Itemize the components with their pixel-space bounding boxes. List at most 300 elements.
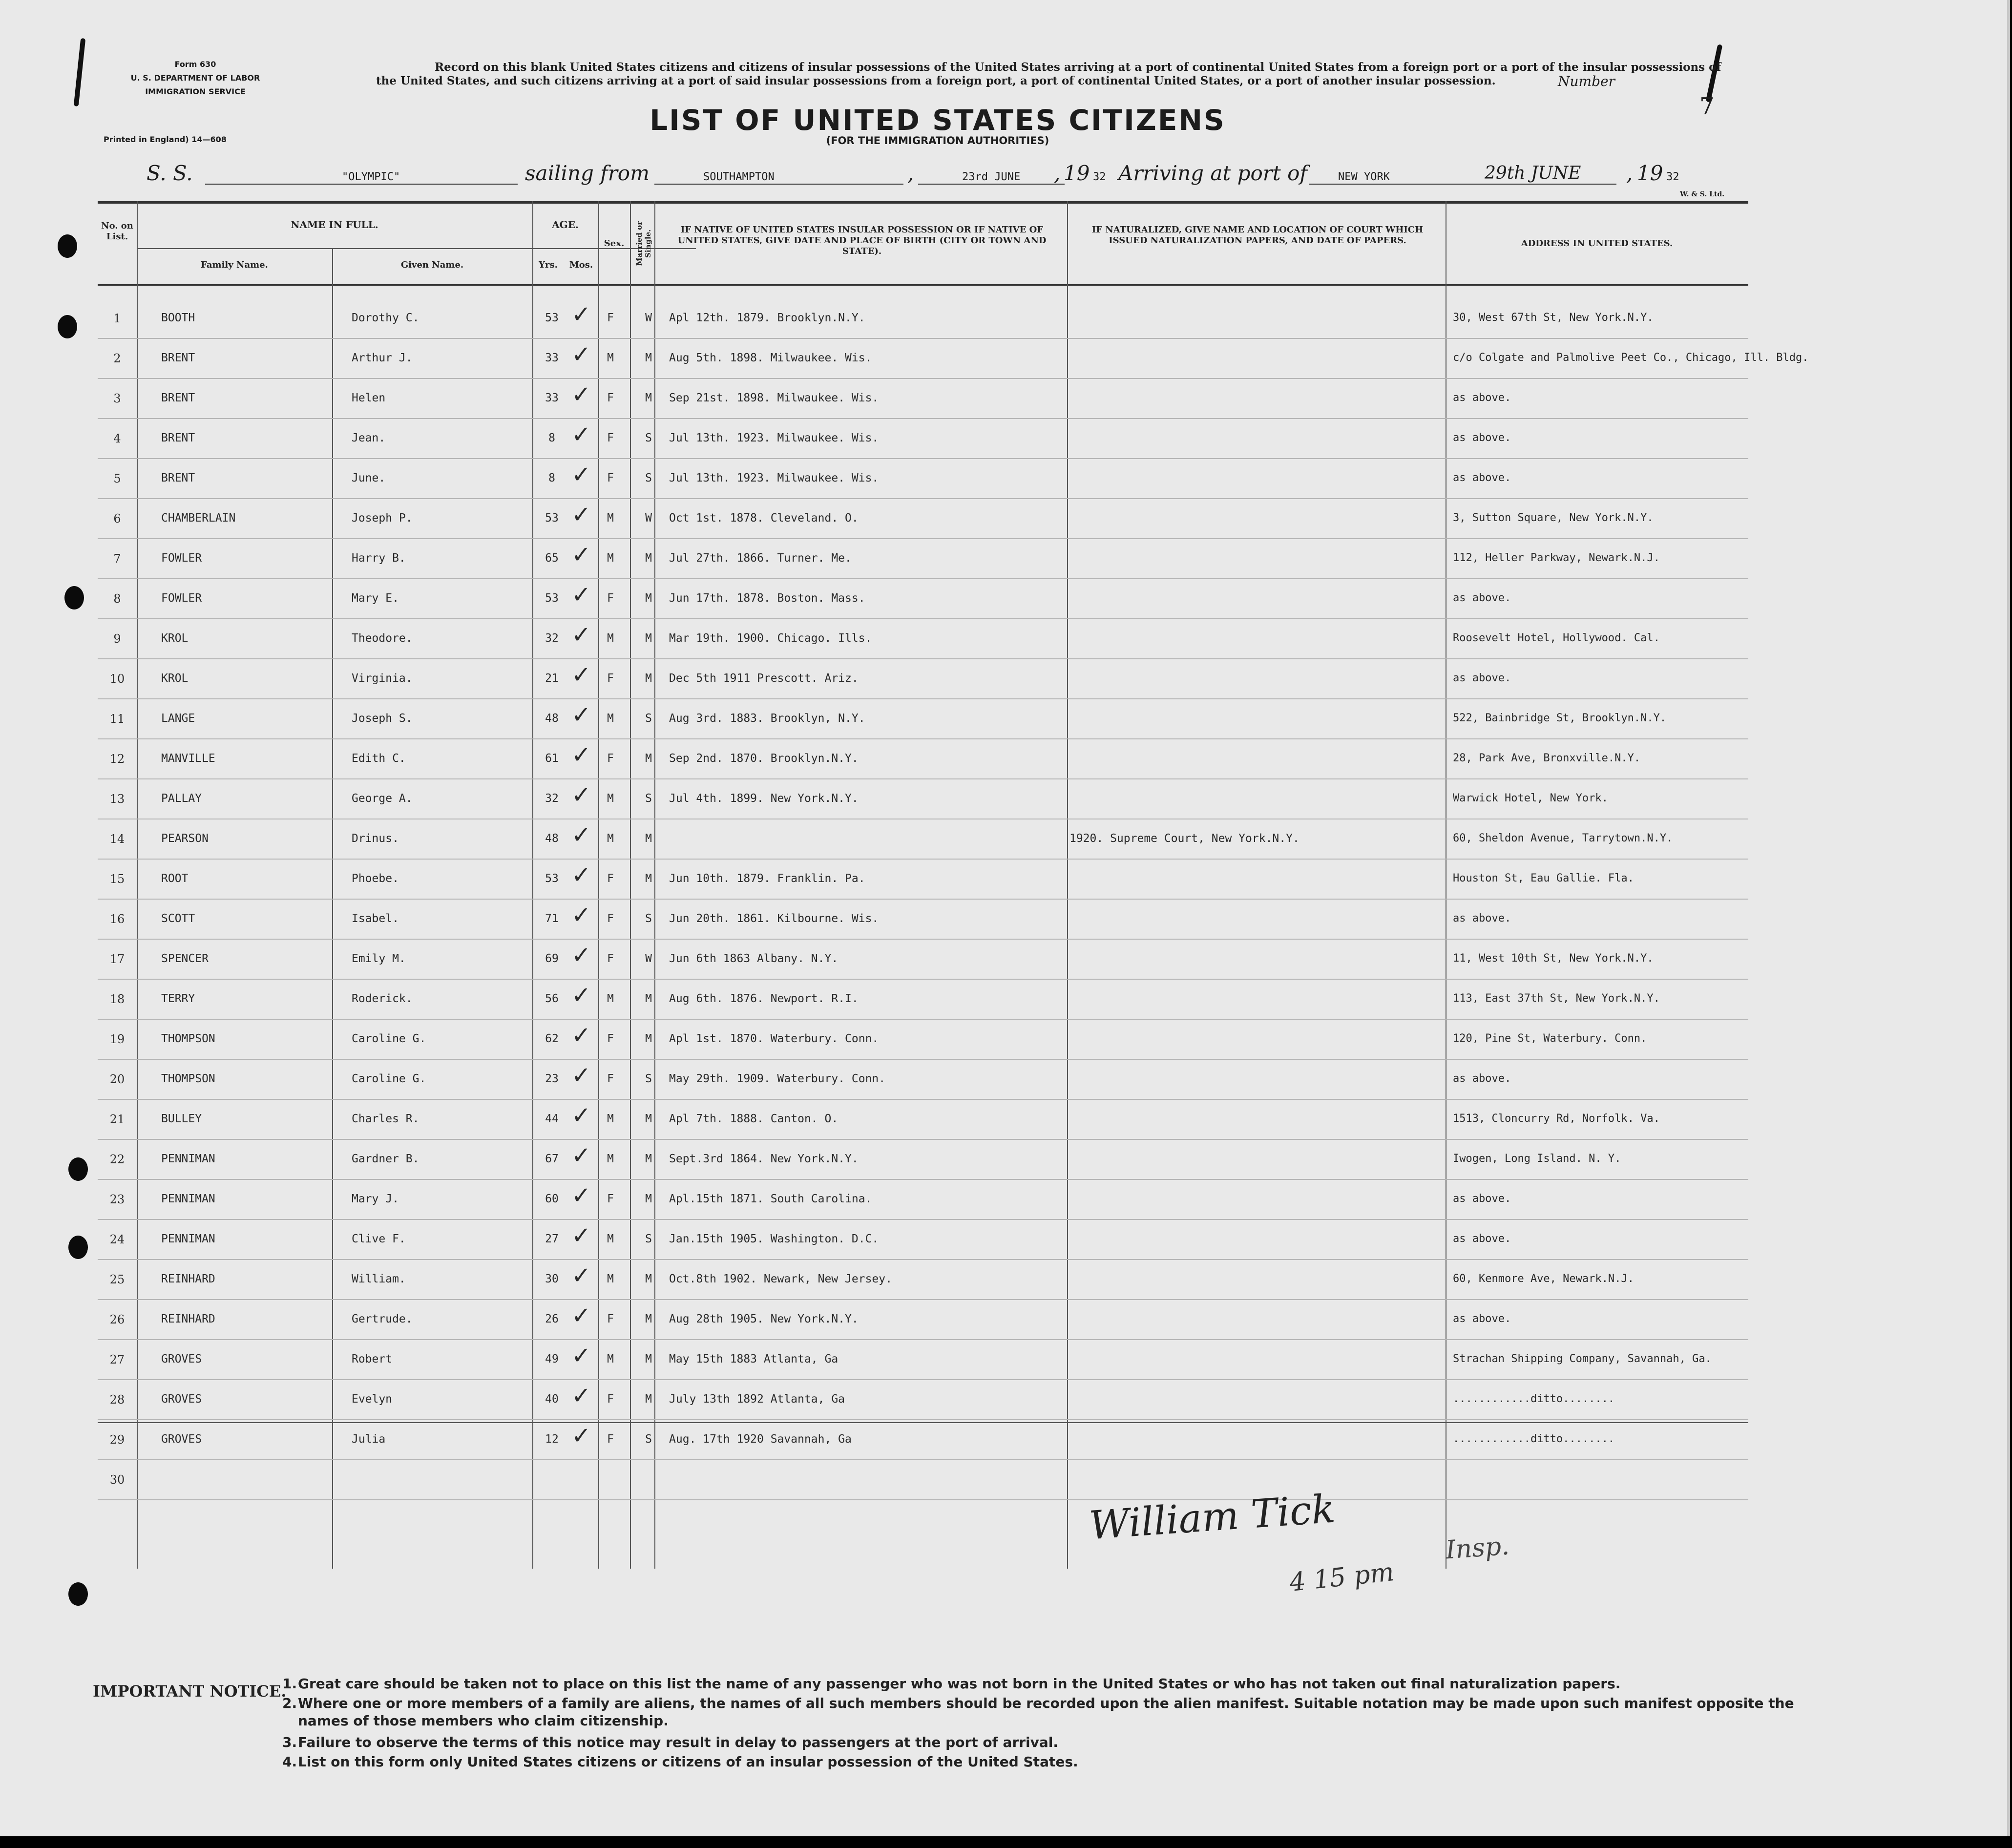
col-header-months: Mos. [569,260,593,270]
sex: M [607,552,614,565]
fill-line [205,184,518,185]
marital-status: M [645,1313,652,1325]
marital-status: M [645,872,652,885]
us-address: as above. [1453,1193,1511,1205]
sex: F [607,1193,614,1205]
sex: M [607,712,614,725]
sex: F [607,592,614,605]
given-name: Isabel. [352,912,399,925]
col-header-age: AGE. [552,219,579,231]
list-number: 7 [1699,93,1715,120]
check-mark-icon: ✓ [571,621,591,649]
sex: M [607,632,614,645]
arrival-port: NEW YORK [1338,171,1390,183]
marital-status: S [645,1233,652,1245]
family-name: PENNIMAN [161,1153,215,1165]
notice-item-text: List on this form only United States citizens or citizens of an insular possession of the United States. [298,1754,1078,1770]
check-mark-icon: ✓ [571,1022,591,1049]
sex: F [607,1393,614,1406]
row-number: 24 [109,1233,125,1246]
table-row [98,419,1748,459]
age-years: 44 [545,1113,559,1125]
row-number: 13 [109,792,125,806]
row-number: 30 [109,1473,125,1487]
family-name: ROOT [161,872,189,885]
row-number: 19 [109,1032,125,1046]
age-years: 12 [545,1433,559,1446]
family-name: BRENT [161,432,195,444]
check-mark-icon: ✓ [571,781,591,809]
us-address: Houston St, Eau Gallie. Fla. [1453,872,1634,884]
sex: M [607,832,614,845]
row-number: 6 [113,512,121,525]
family-name: MANVILLE [161,752,215,765]
us-address: Iwogen, Long Island. N. Y. [1453,1153,1621,1165]
check-mark-icon: ✓ [571,581,591,609]
comma-separator: , [907,161,914,185]
age-years: 53 [545,872,559,885]
fill-line [1309,184,1616,185]
check-mark-icon: ✓ [571,341,591,368]
family-name: FOWLER [161,552,202,565]
table-row [98,659,1748,699]
us-address: c/o Colgate and Palmolive Peet Co., Chicago, Ill. Bldg. [1453,352,1809,364]
birth-date-place: Aug 6th. 1876. Newport. R.I. [669,992,859,1005]
pen-stroke-mark [74,38,86,106]
row-number: 14 [109,832,125,846]
table-row [98,860,1748,900]
age-years: 33 [545,352,559,364]
us-address: 11, West 10th St, New York.N.Y. [1453,952,1654,965]
marital-status: W [645,512,652,525]
table-row [98,299,1748,339]
family-name: THOMPSON [161,1072,215,1085]
us-address: ............ditto........ [1453,1433,1615,1445]
age-years: 53 [545,592,559,605]
given-name: Mary E. [352,592,399,605]
inspector-signature: William Tick [1088,1486,1337,1549]
marital-status: M [645,392,652,404]
marital-status: M [645,752,652,765]
row-number: 15 [109,872,125,886]
sex: M [607,1273,614,1285]
table-row [98,459,1748,499]
table-row [98,1300,1748,1340]
inspector-note: Insp. [1445,1531,1510,1565]
sex: F [607,952,614,965]
age-years: 67 [545,1153,559,1165]
sex: F [607,1433,614,1446]
us-address: as above. [1453,432,1511,444]
birth-date-place: Apl 1st. 1870. Waterbury. Conn. [669,1032,879,1045]
marital-status: M [645,992,652,1005]
family-name: REINHARD [161,1313,215,1325]
sex: F [607,872,614,885]
table-row [98,1140,1748,1180]
check-mark-icon: ✓ [571,501,591,528]
service-name: IMMIGRATION SERVICE [145,87,246,96]
birth-date-place: Jul 27th. 1866. Turner. Me. [669,552,852,565]
check-mark-icon: ✓ [571,701,591,729]
marital-status: M [645,1393,652,1406]
check-mark-icon: ✓ [571,902,591,929]
check-mark-icon: ✓ [571,1422,591,1449]
notice-item-text: Failure to observe the terms of this notice may result in delay to passengers at the port of arrival. [298,1734,1059,1750]
ship-name: "OLYMPIC" [342,171,400,183]
row-number: 18 [109,992,125,1006]
given-name: Dorothy C. [352,312,419,324]
age-years: 62 [545,1032,559,1045]
naturalization: 1920. Supreme Court, New York.N.Y. [1069,832,1299,845]
family-name: THOMPSON [161,1032,215,1045]
printed-note: Printed in England) 14—608 [104,135,227,144]
row-number: 7 [113,552,121,566]
us-address: Roosevelt Hotel, Hollywood. Cal. [1453,632,1660,644]
col-header-name-in-full: NAME IN FULL. [291,219,378,231]
arriving-label: Arriving at port of [1118,161,1307,185]
arrival-year: 32 [1666,171,1679,183]
sex: M [607,992,614,1005]
given-name: Julia [352,1433,386,1446]
marital-status: S [645,432,652,444]
age-years: 33 [545,392,559,404]
table-row [98,779,1748,819]
table-row [98,1260,1748,1300]
sex: M [607,1153,614,1165]
age-years: 23 [545,1072,559,1085]
row-number: 3 [113,392,121,405]
sailing-label: sailing from [525,161,650,185]
us-address: 522, Bainbridge St, Brooklyn.N.Y. [1453,712,1667,724]
birth-date-place: Jun 10th. 1879. Franklin. Pa. [669,872,865,885]
us-address: 60, Kenmore Ave, Newark.N.J. [1453,1273,1634,1285]
given-name: Arthur J. [352,352,413,364]
us-address: as above. [1453,472,1511,484]
fill-line [918,184,1065,185]
check-mark-icon: ✓ [571,861,591,889]
sex: M [607,352,614,364]
notice-heading: IMPORTANT NOTICE. [93,1682,287,1701]
check-mark-icon: ✓ [571,381,591,408]
given-name: Helen [352,392,386,404]
given-name: Roderick. [352,992,413,1005]
check-mark-icon: ✓ [571,1142,591,1169]
given-name: Evelyn [352,1393,393,1406]
number-label: Number [1558,73,1615,89]
table-row [98,980,1748,1020]
sailing-year-prefix: 19 [1064,161,1090,185]
table-row [98,1380,1748,1420]
marital-status: M [645,1273,652,1285]
header-bottom-rule [98,284,1748,286]
marital-status: M [645,1032,652,1045]
birth-date-place: Sep 21st. 1898. Milwaukee. Wis. [669,392,879,404]
given-name: William. [352,1273,406,1285]
instructions-text: Record on this blank United States citizens and citizens of insular possessions of the United States arriving at a port of continental United States from a foreign port or a port of the insular possessions of the United States, and such citizens arriving at a port of said insular possessions from a foreign port, a port of continental United States, or a port of another insular possession. [376,61,1721,87]
birth-date-place: Mar 19th. 1900. Chicago. Ills. [669,632,872,645]
given-name: Robert [352,1353,393,1365]
age-years: 60 [545,1193,559,1205]
birth-date-place: Apl.15th 1871. South Carolina. [669,1193,872,1205]
row-number: 29 [109,1433,125,1447]
table-row [98,339,1809,379]
marital-status: M [645,552,652,565]
notice-item-number: 2. [282,1695,297,1711]
birth-date-place: Aug 5th. 1898. Milwaukee. Wis. [669,352,872,364]
row-number: 21 [109,1113,125,1126]
row-number: 5 [113,472,121,485]
birth-date-place: Sep 2nd. 1870. Brooklyn.N.Y. [669,752,859,765]
arrival-date: 29th JUNE [1485,163,1581,183]
marital-status: M [645,1353,652,1365]
family-name: SPENCER [161,952,209,965]
check-mark-icon: ✓ [571,982,591,1009]
age-years: 32 [545,792,559,805]
sex: F [607,1032,614,1045]
birth-date-place: May 15th 1883 Atlanta, Ga [669,1353,838,1365]
given-name: Phoebe. [352,872,399,885]
table-row [98,619,1748,659]
check-mark-icon: ✓ [571,461,591,488]
table-row [98,819,1748,860]
notice-item-number: 1. [282,1676,297,1692]
table-row [98,940,1748,980]
sex: F [607,392,614,404]
binding-hole [58,234,77,258]
birth-date-place: Jul 13th. 1923. Milwaukee. Wis. [669,472,879,484]
table-row [98,1340,1748,1380]
family-name: PEARSON [161,832,209,845]
row-number: 9 [113,632,121,646]
check-mark-icon: ✓ [571,1302,591,1329]
binding-hole [64,586,84,609]
us-address: as above. [1453,1313,1511,1325]
document-title: LIST OF UNITED STATES CITIZENS [650,104,1226,137]
row-number: 26 [109,1313,125,1326]
binding-hole [68,1236,88,1259]
ss-label: S. S. [147,161,193,185]
age-years: 53 [545,312,559,324]
us-address: as above. [1453,592,1511,604]
marital-status: M [645,592,652,605]
row-number: 28 [109,1393,125,1407]
marital-status: W [645,952,652,965]
notice-item [282,1675,1822,1693]
age-years: 53 [545,512,559,525]
row-number: 17 [109,952,125,966]
family-name: GROVES [161,1393,202,1406]
col-header-naturalization: IF NATURALIZED, GIVE NAME AND LOCATION OF COURT WHICH ISSUED NATURALIZATION PAPERS, AND DATE OF PAPERS. [1091,225,1424,246]
check-mark-icon: ✓ [571,301,591,328]
family-name: CHAMBERLAIN [161,512,236,525]
check-mark-icon: ✓ [571,1102,591,1129]
table-row [98,699,1748,739]
row-number: 1 [113,312,121,325]
age-years: 65 [545,552,559,565]
row-number: 27 [109,1353,125,1366]
sex: M [607,1353,614,1365]
sex: F [607,752,614,765]
table-row [98,1060,1748,1100]
age-years: 56 [545,992,559,1005]
row-number: 12 [109,752,125,766]
given-name: Joseph P. [352,512,413,525]
us-address: 1513, Cloncurry Rd, Norfolk. Va. [1453,1113,1660,1125]
marital-status: M [645,1193,652,1205]
row-rule [98,1499,1748,1500]
marital-status: M [645,832,652,845]
age-years: 26 [545,1313,559,1325]
family-name: BRENT [161,352,195,364]
family-name: GROVES [161,1433,202,1446]
us-address: as above. [1453,1233,1511,1245]
table-row [98,739,1748,779]
sex: M [607,512,614,525]
given-name: Clive F. [352,1233,406,1245]
given-name: Drinus. [352,832,399,845]
check-mark-icon: ✓ [571,541,591,568]
form-identification [107,58,283,99]
check-mark-icon: ✓ [571,661,591,689]
check-mark-icon: ✓ [571,1342,591,1369]
col-header-married-single: Married or Single. [635,221,652,266]
sex: F [607,912,614,925]
check-mark-icon: ✓ [571,1222,591,1249]
age-years: 49 [545,1353,559,1365]
family-name: KROL [161,672,189,685]
col-header-sex: Sex. [604,238,625,249]
family-name: FOWLER [161,592,202,605]
marital-status: M [645,352,652,364]
birth-date-place: Dec 5th 1911 Prescott. Ariz. [669,672,859,685]
printer-mark: W. & S. Ltd. [1680,190,1725,198]
form-number: Form 630 [174,60,216,69]
family-name: LANGE [161,712,195,725]
notice-item-number: 3. [282,1734,297,1750]
family-name: BRENT [161,392,195,404]
sex: F [607,1313,614,1325]
table-row [98,1220,1748,1260]
given-name: Jean. [352,432,386,444]
age-years: 30 [545,1273,559,1285]
row-number: 11 [109,712,125,726]
row-number: 2 [113,352,121,365]
marital-status: S [645,1433,652,1446]
department-name: U. S. DEPARTMENT OF LABOR [130,73,260,83]
us-address: 113, East 37th St, New York.N.Y. [1453,992,1660,1005]
birth-date-place: Sept.3rd 1864. New York.N.Y. [669,1153,859,1165]
notice-item-text: Great care should be taken not to place on this list the name of any passenger who was not born in the United States or who has not taken out final naturalization papers. [298,1676,1621,1692]
notice-item [282,1734,1822,1751]
marital-status: S [645,912,652,925]
us-address: as above. [1453,672,1511,684]
birth-date-place: Oct 1st. 1878. Cleveland. O. [669,512,859,525]
family-name: PALLAY [161,792,202,805]
sex: F [607,472,614,484]
us-address: Strachan Shipping Company, Savannah, Ga. [1453,1353,1712,1365]
col-header-birth: IF NATIVE OF UNITED STATES INSULAR POSSESSION OR IF NATIVE OF UNITED STATES, GIVE DATE AND PLACE OF BIRTH (CITY OR TOWN AND STATE). [677,225,1047,256]
marital-status: M [645,672,652,685]
sex: M [607,1113,614,1125]
birth-date-place: Jan.15th 1905. Washington. D.C. [669,1233,879,1245]
notice-item-text: Where one or more members of a family are aliens, the names of all such members should be recorded upon the alien manifest. Suitable notation may be made upon such manifest opposite the names of those members who claim citizenship. [298,1695,1794,1729]
us-address: 112, Heller Parkway, Newark.N.J. [1453,552,1660,564]
col-header-given-name: Given Name. [400,260,464,270]
given-name: Edith C. [352,752,406,765]
row-number: 25 [109,1273,125,1286]
birth-date-place: July 13th 1892 Atlanta, Ga [669,1393,845,1406]
comma-separator: , [1626,161,1633,185]
table-row [98,1180,1748,1220]
age-years: 8 [548,432,555,444]
family-name: PENNIMAN [161,1193,215,1205]
birth-date-place: Aug 28th 1905. New York.N.Y. [669,1313,859,1325]
given-name: Harry B. [352,552,406,565]
notice-item-number: 4. [282,1754,297,1770]
row-number: 16 [109,912,125,926]
family-name: PENNIMAN [161,1233,215,1245]
us-address: Warwick Hotel, New York. [1453,792,1608,804]
given-name: Mary J. [352,1193,399,1205]
col-header-address: ADDRESS IN UNITED STATES. [1521,238,1673,249]
birth-date-place: Apl 12th. 1879. Brooklyn.N.Y. [669,312,865,324]
family-name: BULLEY [161,1113,202,1125]
given-name: Caroline G. [352,1032,426,1045]
binding-hole [58,315,77,338]
table-row [98,1020,1748,1060]
notice-item [282,1695,1822,1730]
birth-date-place: Apl 7th. 1888. Canton. O. [669,1113,838,1125]
family-name: REINHARD [161,1273,215,1285]
sex: F [607,1072,614,1085]
family-name: BOOTH [161,312,195,324]
age-years: 8 [548,472,555,484]
birth-date-place: Jun 20th. 1861. Kilbourne. Wis. [669,912,879,925]
given-name: Virginia. [352,672,413,685]
check-mark-icon: ✓ [571,1262,591,1289]
arrival-year-prefix: 19 [1637,161,1663,185]
col-header-family-name: Family Name. [201,260,268,270]
check-mark-icon: ✓ [571,1062,591,1089]
us-address: as above. [1453,912,1511,924]
check-mark-icon: ✓ [571,1182,591,1209]
check-mark-icon: ✓ [571,942,591,969]
table-top-rule [98,201,1748,204]
row-number: 4 [113,432,121,445]
table-row [98,579,1748,619]
family-name: BRENT [161,472,195,484]
age-years: 48 [545,832,559,845]
row-number: 20 [109,1072,125,1086]
given-name: Gertrude. [352,1313,413,1325]
marital-status: M [645,1113,652,1125]
col-header-years: Yrs. [539,260,558,270]
given-name: George A. [352,792,413,805]
binding-hole [68,1582,88,1606]
binding-hole [68,1157,88,1181]
marital-status: S [645,1072,652,1085]
passenger-table [98,201,1809,1569]
us-address: 30, West 67th St, New York.N.Y. [1453,312,1654,324]
birth-date-place: Jul 13th. 1923. Milwaukee. Wis. [669,432,879,444]
family-name: GROVES [161,1353,202,1365]
family-name: KROL [161,632,189,645]
us-address: as above. [1453,1072,1511,1085]
age-years: 32 [545,632,559,645]
notice-item [282,1753,1822,1771]
birth-date-place: Aug. 17th 1920 Savannah, Ga [669,1433,852,1446]
sex: M [607,1233,614,1245]
